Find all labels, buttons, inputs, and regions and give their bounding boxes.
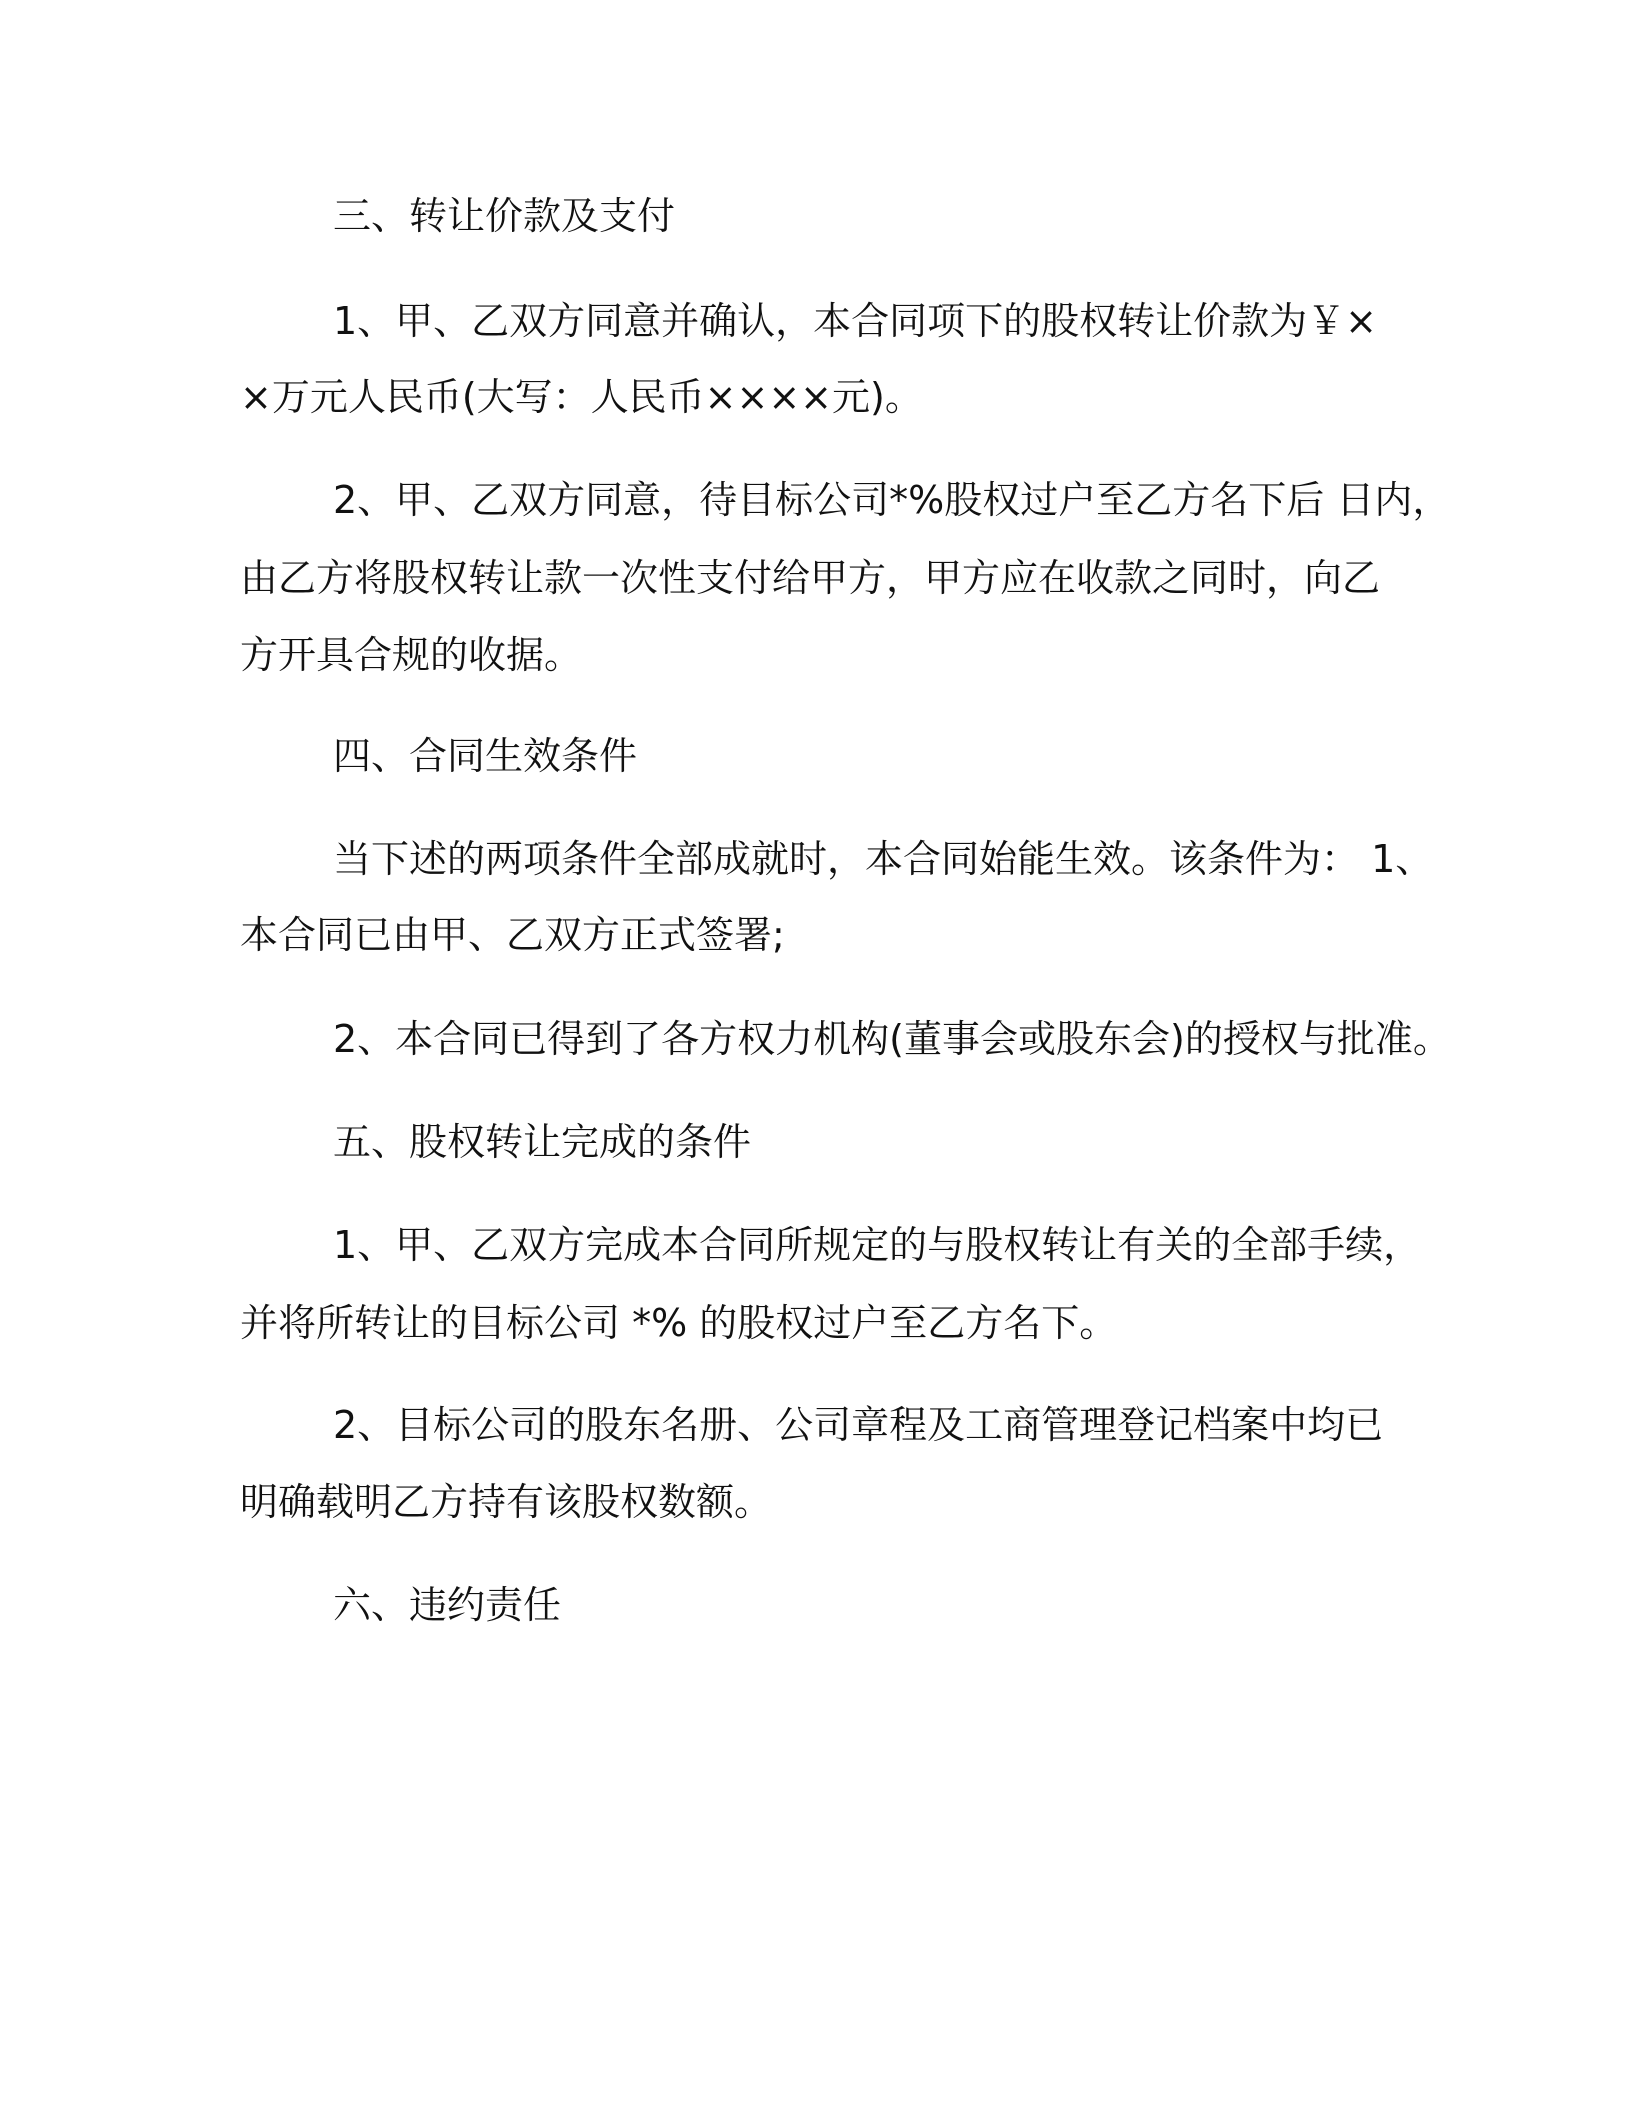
section-heading-6: 六、违约责任 (333, 1583, 562, 1627)
section-heading-3: 三、转让价款及支付 (333, 194, 676, 238)
paragraph-line: 由乙方将股权转让款一次性支付给甲方，甲方应在收款之同时，向乙 (240, 556, 1381, 600)
section-heading-4: 四、合同生效条件 (333, 734, 638, 778)
paragraph-line: 1、甲、乙双方同意并确认，本合同项下的股权转让价款为￥× (333, 299, 1378, 343)
paragraph-line: 明确载明乙方持有该股权数额。 (240, 1480, 773, 1524)
section-heading-5: 五、股权转让完成的条件 (333, 1120, 752, 1164)
paragraph-line: 2、目标公司的股东名册、公司章程及工商管理登记档案中均已 (333, 1403, 1384, 1447)
paragraph-line: 2、本合同已得到了各方权力机构(董事会或股东会)的授权与批准。 (333, 1017, 1451, 1061)
paragraph-line: 本合同已由甲、乙双方正式签署; (240, 913, 785, 957)
paragraph-line: 1、甲、乙双方完成本合同所规定的与股权转让有关的全部手续， (333, 1223, 1422, 1267)
paragraph-line: 方开具合规的收据。 (240, 633, 583, 677)
paragraph-line: ×万元人民币(大写：人民币××××元)。 (240, 375, 923, 419)
paragraph-line: 并将所转让的目标公司 *% 的股权过户至乙方名下。 (240, 1301, 1118, 1345)
paragraph-line: 当下述的两项条件全部成就时，本合同始能生效。该条件为： 1、 (333, 837, 1434, 881)
paragraph-line: 2、甲、乙双方同意，待目标公司*%股权过户至乙方名下后 日内， (333, 478, 1451, 522)
